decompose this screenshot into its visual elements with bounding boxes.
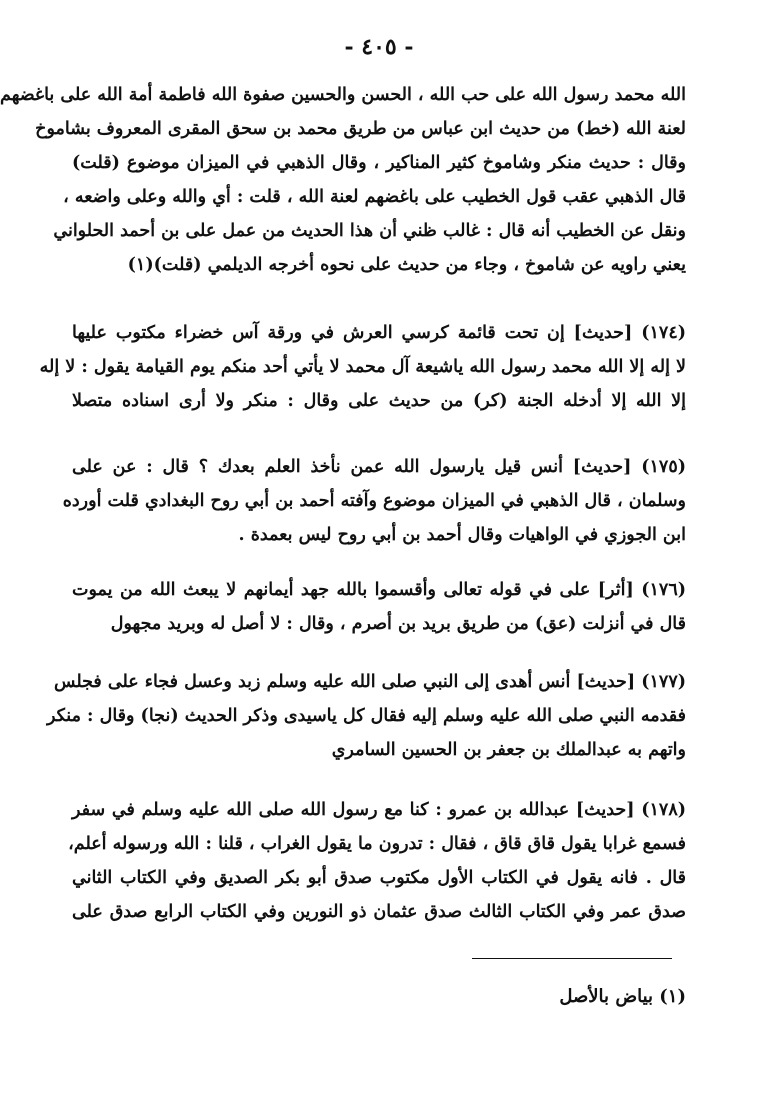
- hadith-175-line-1: (١٧٥) [حديث] أنس قيل يارسول الله عمن نأخذ العلم بعدك ؟ قال : عن على: [72, 457, 686, 477]
- hadith-174-line-3: إلا الله إلا أدخله الجنة (كر) من حديث على وقال : منكر ولا أرى اسناده متصلا: [72, 391, 686, 411]
- hadith-174-line-1: (١٧٤) [حديث] إن تحت قائمة كرسي العرش في ورقة آس خضراء مكتوب عليها: [72, 323, 686, 343]
- athar-176-line-1: (١٧٦) [أثر] على في قوله تعالى وأقسموا بالله جهد أيمانهم لا يبعث الله من يموت: [72, 580, 686, 600]
- intro-line-2: لعنة الله (خط) من حديث ابن عباس من طريق محمد بن سحق المقرى المعروف بشاموخ: [35, 119, 686, 139]
- intro-line-5: ونقل عن الخطيب أنه قال : غالب ظني أن هذا الحديث من عمل على بن أحمد الحلواني: [53, 221, 686, 241]
- hadith-177-line-1: (١٧٧) [حديث] أنس أهدى إلى النبي صلى الله عليه وسلم زبد وعسل فجاء على فجلس: [54, 672, 686, 692]
- footnote-divider: [472, 958, 672, 959]
- intro-line-3: وقال : حديث منكر وشاموخ كثير المناكير ، وقال الذهبي في الميزان موضوع (قلت): [72, 153, 686, 173]
- intro-line-6: يعني راويه عن شاموخ ، وجاء من حديث على نحوه أخرجه الديلمي (قلت)(١): [127, 255, 686, 275]
- hadith-178-line-2: فسمع غرابا يقول قاق قاق ، فقال : تدرون ما يقول الغراب ، قلنا : الله ورسوله أعلم،: [68, 834, 686, 854]
- hadith-175-line-2: وسلمان ، قال الذهبي في الميزان موضوع وآفته أحمد بن أبي روح البغدادي قلت أورده: [62, 491, 686, 511]
- page-number: - ٤٠٥ -: [344, 34, 414, 60]
- hadith-175-line-3: ابن الجوزي في الواهيات وقال أحمد بن أبي روح ليس بعمدة .: [238, 525, 686, 545]
- hadith-178-line-3: قال . فانه يقول في الكتاب الأول مكتوب صدق أبو بكر الصديق وفي الكتاب الثاني: [72, 868, 686, 888]
- hadith-177-line-2: فقدمه النبي صلى الله عليه وسلم إليه فقال كل ياسيدى وذكر الحديث (نجا) وقال : منكر: [46, 706, 686, 726]
- intro-line-1: الله محمد رسول الله على حب الله ، الحسن والحسين صفوة الله فاطمة أمة الله على باغضهم: [0, 85, 686, 105]
- hadith-178-line-4: صدق عمر وفي الكتاب الثالث صدق عثمان ذو النورين وفي الكتاب الرابع صدق على: [72, 902, 686, 922]
- hadith-178-line-1: (١٧٨) [حديث] عبدالله بن عمرو : كنا مع رسول الله صلى الله عليه وسلم في سفر: [72, 800, 686, 820]
- hadith-177-line-3: واتهم به عبدالملك بن جعفر بن الحسين السامري: [331, 740, 686, 760]
- athar-176-line-2: قال في أنزلت (عق) من طريق بريد بن أصرم ، وقال : لا أصل له وبريد مجهول: [110, 614, 686, 634]
- intro-line-4: قال الذهبي عقب قول الخطيب على باغضهم لعنة الله ، قلت : أي والله وعلى واضعه ،: [63, 187, 686, 207]
- footnote: (١) بياض بالأصل: [559, 986, 686, 1007]
- hadith-174-line-2: لا إله إلا الله محمد رسول الله ياشيعة آل محمد لا يأتي أحد منكم يوم القيامة يقول : لا إله: [39, 357, 686, 377]
